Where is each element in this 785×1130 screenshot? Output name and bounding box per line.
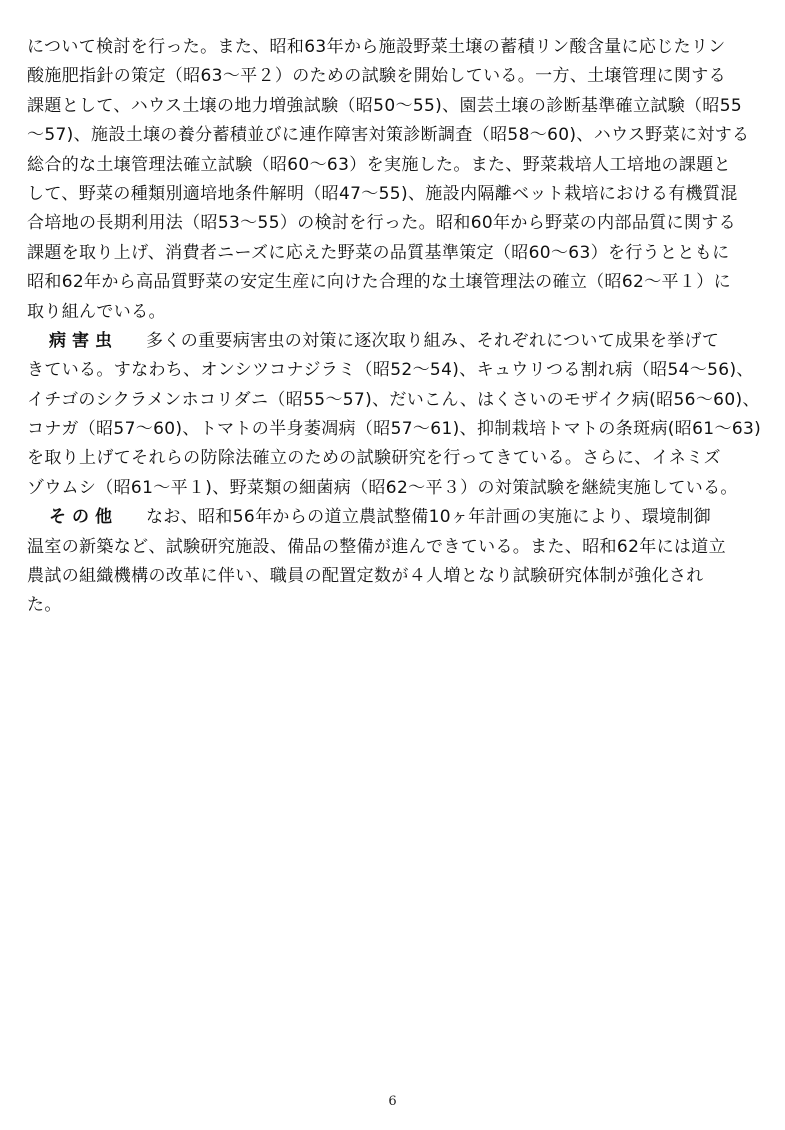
text-line: 多くの重要病害虫の対策に逐次取り組み、それぞれについて成果を挙げて (146, 330, 720, 351)
text-line: イチゴのシクラメンホコリダニ（昭55～57)、だいこん、はくさいのモザイク病(昭56～60)、 (27, 389, 760, 410)
body-text (27, 33, 762, 621)
text-line: ゾウムシ（昭61～平１)、野菜類の細菌病（昭62～平３）の対策試験を継続実施している。 (27, 477, 738, 498)
text-line: 農試の組織機構の改革に伴い、職員の配置定数が４人増となり試験研究体制が強化され (27, 566, 704, 587)
text-line: 温室の新築など、試験研究施設、備品の整備が進んできている。また、昭和62年には道立 (27, 536, 726, 557)
section-line (27, 327, 762, 356)
text-line: を取り上げてそれらの防除法確立のための試験研究を行ってきている。さらに、イネミズ (27, 448, 721, 469)
section-line (27, 503, 762, 532)
text-line: コナガ（昭57～60)、トマトの半身萎凋病（昭57～61)、抑制栽培トマトの条斑病(昭61～63) (27, 419, 762, 440)
text-line: ～57)、施設土壌の養分蓄積並びに連作障害対策診断調査（昭58～60)、ハウス野菜に対する (27, 125, 750, 146)
text-line: 総合的な土壌管理法確立試験（昭60～63）を実施した。また、野菜栽培人工培地の課題と (27, 154, 731, 175)
text-line: なお、昭和56年からの道立農試整備10ヶ年計画の実施により、環境制御 (146, 507, 712, 528)
text-line: きている。すなわち、オンシツコナジラミ（昭52～54)、キュウリつる割れ病（昭54～56)、 (27, 360, 754, 381)
text-line: について検討を行った。また、昭和63年から施設野菜土壌の蓄積リン酸含量に応じたリン (27, 37, 726, 57)
text-line: 取り組んでいる。 (27, 301, 166, 322)
text-line: 課題として、ハウス土壌の地力増強試験（昭50～55)、園芸土壌の診断基準確立試験（昭55 (27, 95, 743, 116)
text-line: 合培地の長期利用法（昭53～55）の検討を行った。昭和60年から野菜の内部品質に関する (27, 213, 736, 234)
text-line: 昭和62年から高品質野菜の安定生産に向けた合理的な土壌管理法の確立（昭62～平１）に (27, 272, 731, 293)
section-heading-pests: 病害虫 (49, 330, 118, 351)
page-number: 6 (388, 1094, 397, 1109)
section-heading-other: その他 (49, 507, 118, 528)
text-line: た。 (27, 595, 62, 616)
text-line: して、野菜の種類別適培地条件解明（昭47～55)、施設内隔離ベット栽培における有機質混 (27, 183, 738, 204)
text-line: 課題を取り上げ、消費者ニーズに応えた野菜の品質基準策定（昭60～63）を行うとともに (27, 242, 730, 263)
text-line: 酸施肥指針の策定（昭63～平２）のための試験を開始している。一方、土壌管理に関する (27, 66, 726, 87)
